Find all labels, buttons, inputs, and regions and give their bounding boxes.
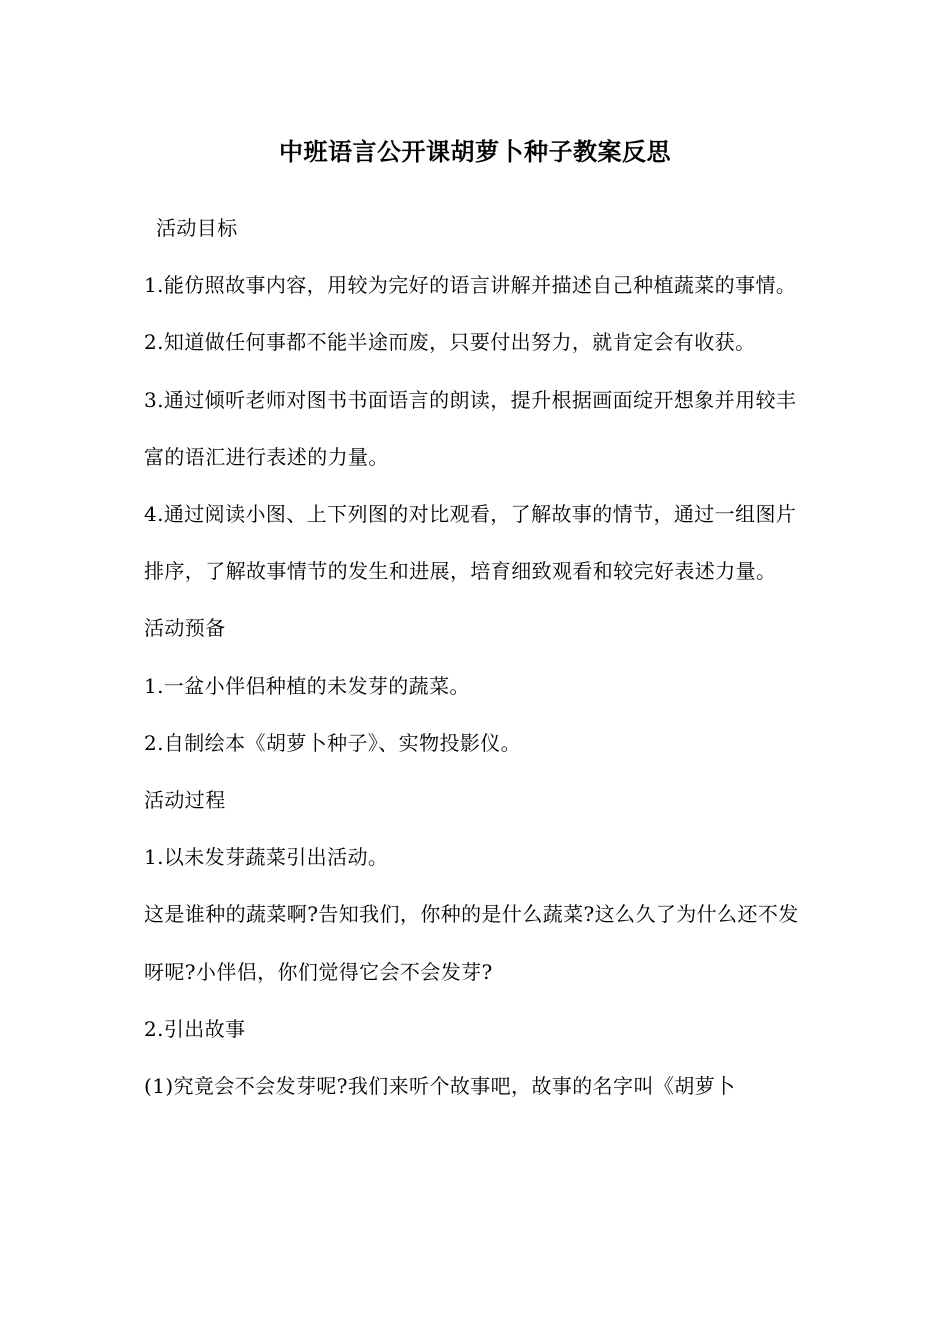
section-heading-process: 活动过程 [144,788,226,813]
section-heading-goals: 活动目标 [156,216,238,240]
paragraph: 1.一盆小伴侣种植的未发芽的蔬菜。 [144,673,470,698]
paragraph: 4.通过阅读小图、上下列图的对比观看，了解故事的情节，通过一组图片排序，了解故事情节的发生和进展，培育细致观看和较完好表述力量。 [144,502,797,584]
paragraph: 1.能仿照故事内容，用较为完好的语言讲解并描述自己种植蔬菜的事情。 [144,273,797,298]
paragraph: (1)究竟会不会发芽呢?我们来听个故事吧，故事的名字叫《胡萝卜 [144,1074,736,1099]
paragraph: 2.引出故事 [144,1016,246,1041]
paragraph: 这是谁种的蔬菜啊?告知我们，你种的是什么蔬菜?这么久了为什么还不发呀呢?小伴侣，你们觉得它会不会发芽? [144,902,799,984]
paragraph: 2.知道做任何事都不能半途而废，只要付出努力，就肯定会有收获。 [144,330,756,355]
document-body [144,200,808,1115]
section-heading-preparation: 活动预备 [144,616,226,641]
paragraph: 1.以未发芽蔬菜引出活动。 [144,845,389,870]
paragraph: 3.通过倾听老师对图书书面语言的朗读，提升根据画面绽开想象并用较丰富的语汇进行表述的力量。 [144,387,797,469]
page-title: 中班语言公开课胡萝卜种子教案反思 [279,137,671,166]
paragraph: 2.自制绘本《胡萝卜种子》、实物投影仪。 [144,730,522,755]
